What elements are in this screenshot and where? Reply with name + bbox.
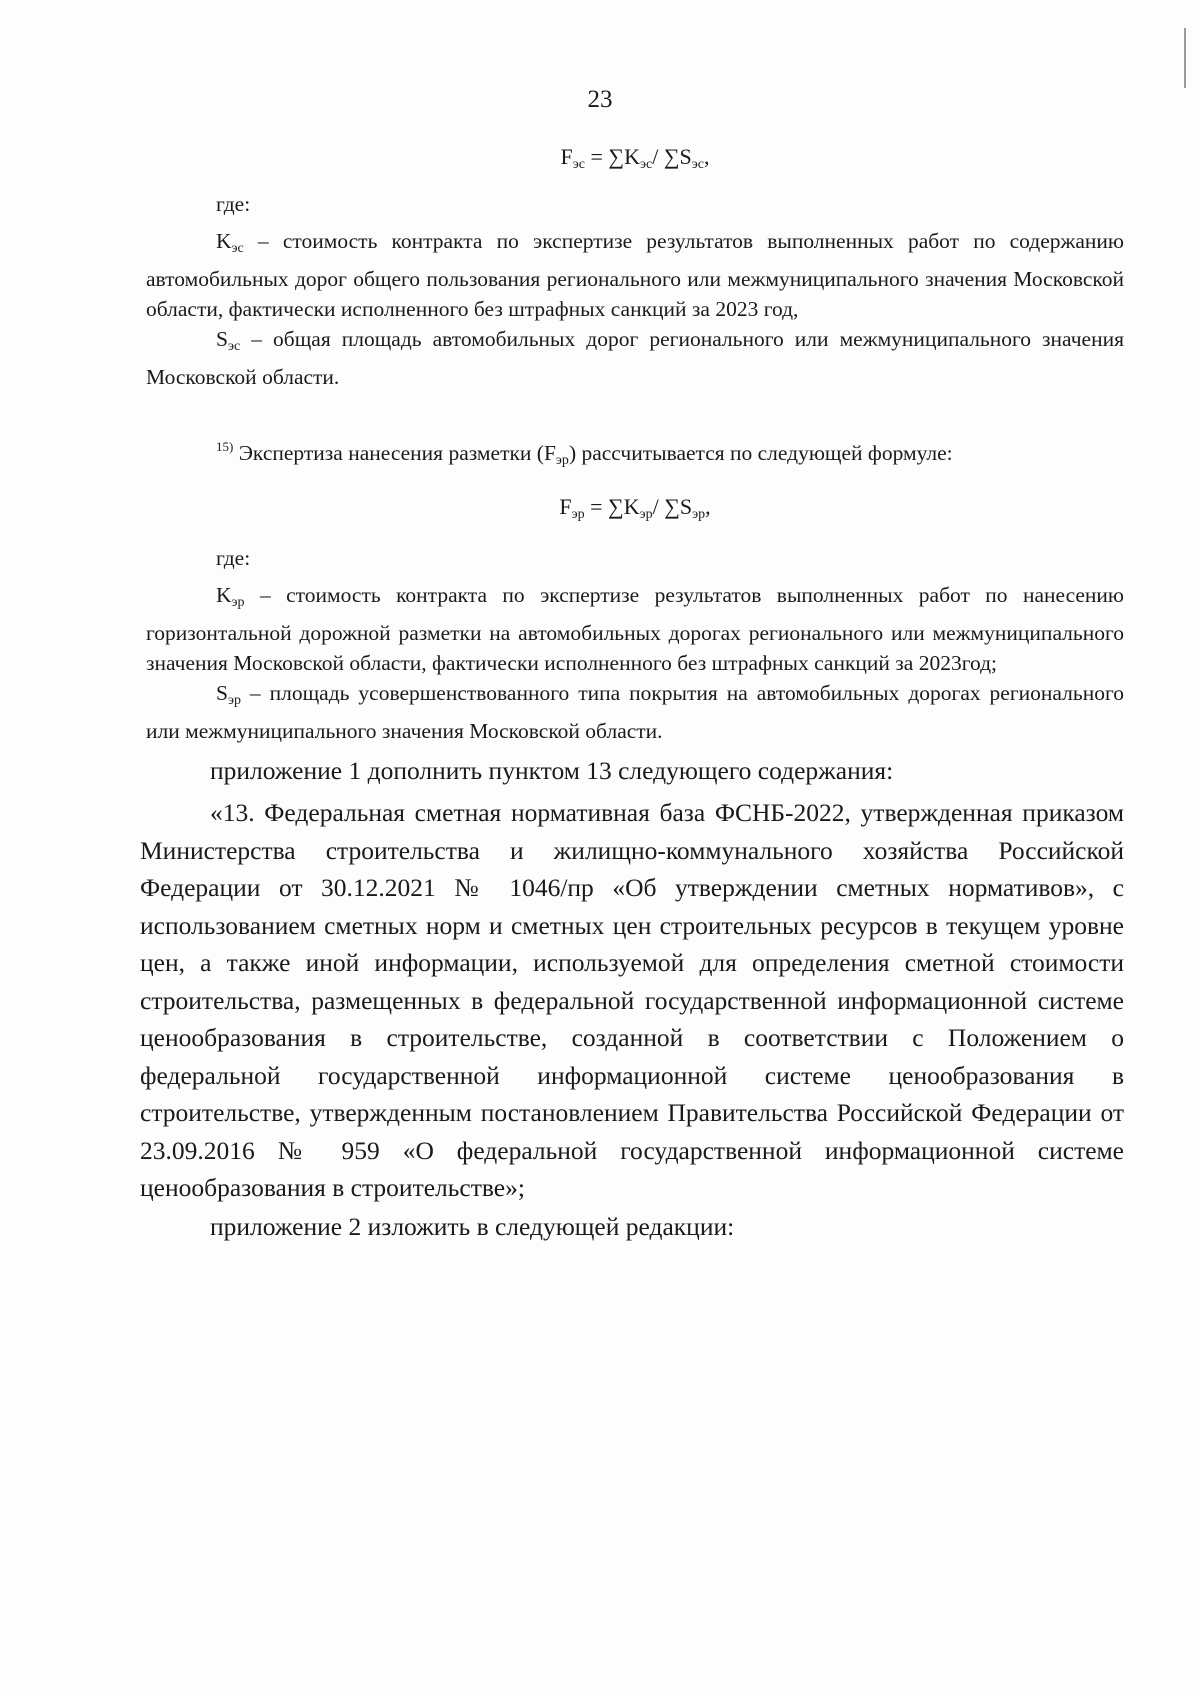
definitions-es xyxy=(146,226,1124,392)
formula-f-es: $F_{эс} = \sum K_{эс}/$ $\sum S_{эс}$, xyxy=(560,144,710,172)
definition-k-es: $K_{эс}$ – стоимость контракта по экспертизе результатов выполненных работ по содержанию автомобильных дорог общего пользования регионального или межмуниципального значения Московской области, фактически исполненного без штрафных санкций за 2023 год, xyxy=(146,229,1124,321)
point-13-text: «13. Федеральная сметная нормативная база ФСНБ-2022, утвержденная приказом Министерства строительства и жилищно-коммунального хозяйства Российской Федерации от 30.12.2021 № 1046/пр «Об утверждении сметных нормативов», с использованием сметных норм и сметных цен строительных ресурсов в текущем уровне цен, а также иной информации, используемой для определения сметной стоимости строительства, размещенных в федеральной государственной информационной системе ценообразования в строительстве, созданной в соответствии с Положением о федеральной государственной информационной системе ценообразования в строительстве, утвержденным постановлением Правительства Российской Федерации от 23.09.2016 № 959 «О федеральной государственной информационной системе ценообразования в строительстве»; xyxy=(140,798,1124,1202)
definitions-er xyxy=(146,580,1124,746)
definition-s-er: $S_{эр}$ – площадь усовершенствованного типа покрытия на автомобильных дорогах регионального или межмуниципального значения Московской области. xyxy=(146,681,1124,743)
where-label-2: где: xyxy=(216,546,251,570)
definition-k-er: $K_{эр}$ – стоимость контракта по экспертизе результатов выполненных работ по нанесению горизонтальной дорожной разметки на автомобильных дорогах регионального или межмуниципального значения Московской области, фактически исполненного без штрафных санкций за 2023год; xyxy=(146,583,1124,675)
amendment-appendix-2: приложение 2 изложить в следующей редакции: xyxy=(210,1212,735,1241)
page-number: 23 xyxy=(587,86,613,113)
item-15-heading: $^{15)}$ Экспертиза нанесения разметки $(F_{эр})$ рассчитывается по следующей формуле: xyxy=(216,439,953,468)
scan-edge-mark xyxy=(1184,28,1186,88)
definition-s-es: $S_{эс}$ – общая площадь автомобильных дорог регионального или межмуниципального значения Московской области. xyxy=(146,327,1124,389)
where-label-1: где: xyxy=(216,192,251,216)
formula-f-er: $F_{эр} = \sum K_{эр}/$ $\sum S_{эр}$, xyxy=(559,494,711,522)
amendment-appendix-1: приложение 1 дополнить пунктом 13 следующего содержания: xyxy=(210,756,894,785)
